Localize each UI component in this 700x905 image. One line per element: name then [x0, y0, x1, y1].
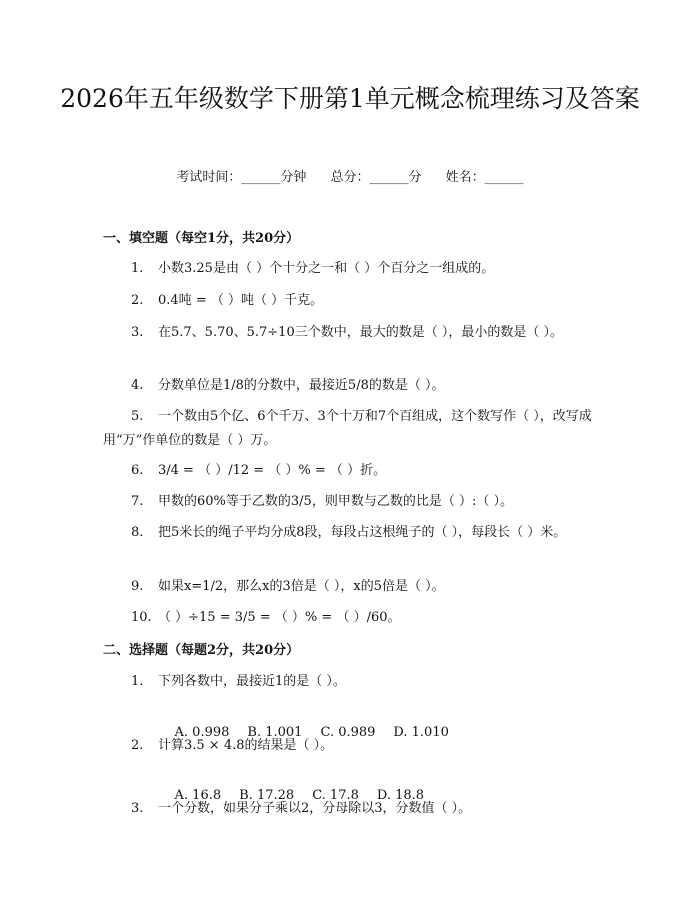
question-number: 1. — [131, 674, 144, 689]
question-text: 计算3.5 × 4.8的结果是（ ）。 — [158, 738, 334, 753]
question-text: 一个数由5个亿、6个千万、3个十万和7个百组成，这个数写作（ ），改写成用“万”作单位的数是（ ）万。 — [103, 409, 592, 448]
question-number: 10. — [131, 610, 152, 625]
question-number: 1. — [131, 261, 144, 276]
list-item — [103, 670, 598, 694]
list-item — [103, 374, 598, 398]
option-c: C. 17.8 — [312, 788, 359, 803]
option-c: C. 0.989 — [320, 725, 376, 740]
total-score: 总分：______分 — [330, 170, 422, 185]
list-item — [103, 257, 598, 281]
list-item — [103, 459, 598, 483]
question-number: 2. — [131, 738, 144, 753]
question-number: 6. — [131, 463, 144, 478]
question-number: 8. — [131, 525, 144, 540]
list-item — [103, 606, 598, 630]
question-text: 一个分数，如果分子乘以2，分母除以3，分数值（ ）。 — [158, 801, 472, 816]
list-item — [103, 734, 598, 758]
question-text: 3/4 = （ ）/12 = （ ）% = （ ）折。 — [158, 463, 387, 478]
question-number: 9. — [131, 579, 144, 594]
exam-info — [0, 169, 700, 187]
question-text: 如果x=1/2，那么x的3倍是（ ），x的5倍是（ ）。 — [158, 579, 445, 594]
list-item — [103, 797, 598, 821]
page-title: 2026年五年级数学下册第1单元概念梳理练习及答案 — [60, 84, 640, 113]
option-a: A. 0.998 — [174, 725, 230, 740]
list-item — [103, 490, 598, 514]
section-heading-fill-blank: 一、填空题（每空1分，共20分） — [103, 231, 300, 246]
list-item — [103, 321, 598, 345]
list-item — [103, 575, 598, 599]
question-text: （ ）÷15 = 3/5 = （ ）% = （ ）/60。 — [158, 610, 401, 625]
list-item — [103, 289, 598, 313]
question-text: 把5米长的绳子平均分成8段，每段占这根绳子的（ ），每段长（ ）米。 — [158, 525, 567, 540]
student-name: 姓名：______ — [445, 170, 524, 185]
question-text: 在5.7、5.70、5.7÷10三个数中，最大的数是（ ），最小的数是（ ）。 — [158, 325, 563, 340]
option-d: D. 18.8 — [376, 788, 425, 803]
exam-time: 考试时间：______分钟 — [176, 170, 307, 185]
question-number: 7. — [131, 494, 144, 509]
question-text: 0.4吨 = （ ）吨（ ）千克。 — [158, 293, 324, 308]
question-number: 3. — [131, 801, 144, 816]
question-number: 2. — [131, 293, 144, 308]
list-item — [103, 405, 598, 453]
question-number: 3. — [131, 325, 144, 340]
question-number: 4. — [131, 378, 144, 393]
section-heading-multiple-choice: 二、选择题（每题2分，共20分） — [103, 643, 300, 658]
question-text: 甲数的60%等于乙数的3/5，则甲数与乙数的比是（ ）:（ ）。 — [158, 494, 513, 509]
question-text: 小数3.25是由（ ）个十分之一和（ ）个百分之一组成的。 — [158, 261, 495, 276]
option-b: B. 17.28 — [239, 788, 295, 803]
option-d: D. 1.010 — [393, 725, 449, 740]
question-number: 5. — [131, 409, 144, 424]
question-text: 分数单位是1/8的分数中，最接近5/8的数是（ ）。 — [158, 378, 445, 393]
option-a: A. 16.8 — [174, 788, 222, 803]
question-text: 下列各数中，最接近1的是（ ）。 — [158, 674, 346, 689]
list-item — [103, 521, 598, 545]
option-b: B. 1.001 — [247, 725, 303, 740]
